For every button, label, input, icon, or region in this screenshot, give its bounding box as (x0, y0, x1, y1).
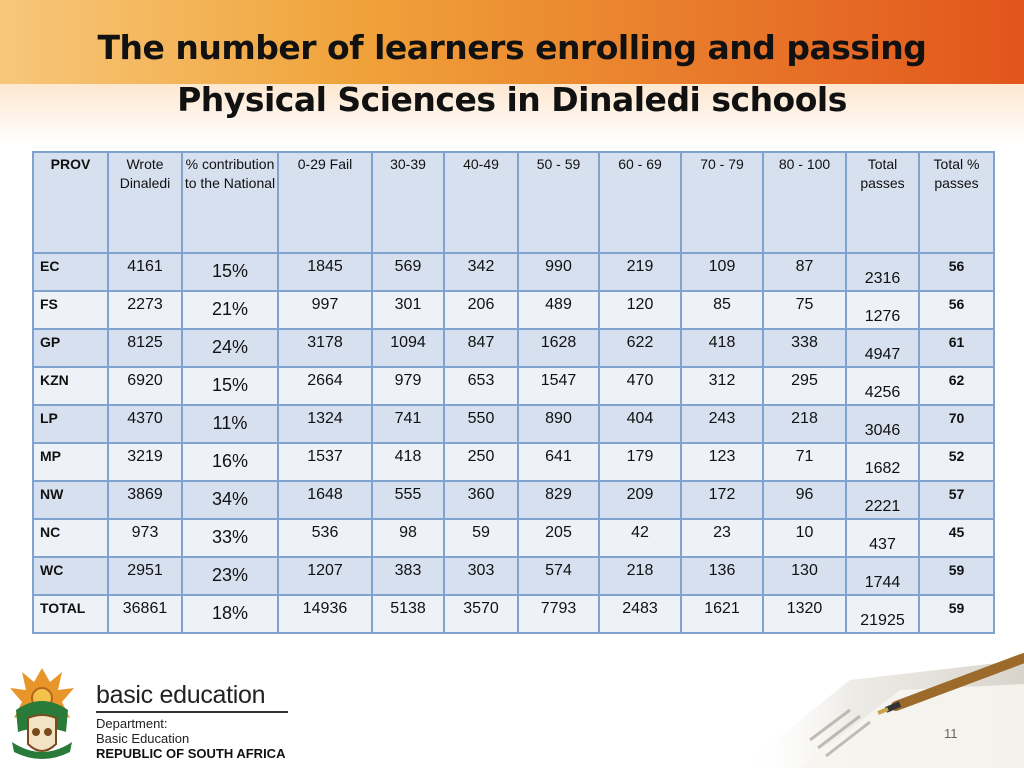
table-cell: 7793 (518, 595, 599, 633)
table-row (33, 291, 994, 329)
table-cell: 641 (518, 443, 599, 481)
table-cell: 3178 (278, 329, 372, 367)
table-cell: 209 (599, 481, 681, 519)
country-label: REPUBLIC OF SOUTH AFRICA (96, 746, 286, 761)
table-row (33, 443, 994, 481)
table-cell: 1276 (846, 291, 919, 329)
table-row (33, 253, 994, 291)
table-row (33, 481, 994, 519)
table-cell: 2221 (846, 481, 919, 519)
table-cell: 15% (182, 367, 278, 405)
table-cell: 18% (182, 595, 278, 633)
table-cell: 59 (919, 557, 994, 595)
table-cell: WC (33, 557, 108, 595)
table-cell: 96 (763, 481, 846, 519)
header-cell: % contribution to the National (182, 152, 278, 253)
table-cell: 990 (518, 253, 599, 291)
header-cell: Total passes (846, 152, 919, 253)
table-cell: 15% (182, 253, 278, 291)
table-cell: 218 (599, 557, 681, 595)
table-cell: 250 (444, 443, 518, 481)
table-cell: 21925 (846, 595, 919, 633)
table-cell: 172 (681, 481, 763, 519)
table-cell: 3219 (108, 443, 182, 481)
table-cell: 997 (278, 291, 372, 329)
title-line-1: The number of learners enrolling and passing (97, 28, 927, 67)
department-line-2: Basic Education (96, 731, 190, 746)
notebook-pen-icon (700, 640, 1024, 768)
table-cell: 295 (763, 367, 846, 405)
org-name: basic education (96, 681, 266, 709)
table-cell: 179 (599, 443, 681, 481)
table-cell: 2316 (846, 253, 919, 291)
table-cell: 342 (444, 253, 518, 291)
org-divider (96, 711, 288, 713)
table-cell: 59 (444, 519, 518, 557)
table-row (33, 557, 994, 595)
table-cell: TOTAL (33, 595, 108, 633)
table-cell: 2951 (108, 557, 182, 595)
table-cell: NC (33, 519, 108, 557)
table-cell: 61 (919, 329, 994, 367)
table-cell: 470 (599, 367, 681, 405)
table-cell: 120 (599, 291, 681, 329)
table-cell: EC (33, 253, 108, 291)
table-cell: 574 (518, 557, 599, 595)
header-cell: 60 - 69 (599, 152, 681, 253)
table-cell: 890 (518, 405, 599, 443)
table-cell: LP (33, 405, 108, 443)
table-cell: 2483 (599, 595, 681, 633)
department-line-1: Department: (96, 716, 168, 731)
table-cell: NW (33, 481, 108, 519)
table-cell: 219 (599, 253, 681, 291)
table-cell: 1621 (681, 595, 763, 633)
table-cell: 418 (681, 329, 763, 367)
table-cell: 1320 (763, 595, 846, 633)
table-cell: 56 (919, 291, 994, 329)
table-cell: 622 (599, 329, 681, 367)
table-cell: 973 (108, 519, 182, 557)
table-cell: MP (33, 443, 108, 481)
table-cell: 6920 (108, 367, 182, 405)
header-cell: 50 - 59 (518, 152, 599, 253)
table-cell: 1845 (278, 253, 372, 291)
table-cell: 4947 (846, 329, 919, 367)
table-cell: 98 (372, 519, 444, 557)
results-table (32, 151, 995, 634)
department-label (96, 716, 189, 746)
table-cell: 536 (278, 519, 372, 557)
table-cell: 979 (372, 367, 444, 405)
table-cell: 206 (444, 291, 518, 329)
table-cell: 3046 (846, 405, 919, 443)
table-cell: 10 (763, 519, 846, 557)
table-cell: 489 (518, 291, 599, 329)
table-cell: 23% (182, 557, 278, 595)
header-cell: 0-29 Fail (278, 152, 372, 253)
table-cell: 56 (919, 253, 994, 291)
table-cell: 4370 (108, 405, 182, 443)
table-cell: 1744 (846, 557, 919, 595)
table-cell: 218 (763, 405, 846, 443)
table-cell: 383 (372, 557, 444, 595)
table-row (33, 405, 994, 443)
header-row (33, 152, 994, 253)
table-cell: 75 (763, 291, 846, 329)
table-cell: 87 (763, 253, 846, 291)
table-cell: 123 (681, 443, 763, 481)
table-cell: 741 (372, 405, 444, 443)
table-cell: 243 (681, 405, 763, 443)
page-number: 11 (944, 726, 958, 741)
table-cell: 4161 (108, 253, 182, 291)
table-cell: 52 (919, 443, 994, 481)
table-cell: 57 (919, 481, 994, 519)
title-line-2: Physical Sciences in Dinaledi schools (177, 80, 847, 119)
table-cell: 24% (182, 329, 278, 367)
table-cell: 45 (919, 519, 994, 557)
table-cell: 8125 (108, 329, 182, 367)
table-cell: 71 (763, 443, 846, 481)
table-cell: 36861 (108, 595, 182, 633)
table-cell: 5138 (372, 595, 444, 633)
table-cell: 136 (681, 557, 763, 595)
table-cell: 301 (372, 291, 444, 329)
table-cell: 3869 (108, 481, 182, 519)
table-cell: 85 (681, 291, 763, 329)
table-cell: 70 (919, 405, 994, 443)
table-cell: 14936 (278, 595, 372, 633)
header-cell: 70 - 79 (681, 152, 763, 253)
table-cell: 4256 (846, 367, 919, 405)
header-cell: 40-49 (444, 152, 518, 253)
table-cell: 303 (444, 557, 518, 595)
table-cell: 1682 (846, 443, 919, 481)
table-cell: 16% (182, 443, 278, 481)
table-cell: 1324 (278, 405, 372, 443)
table-cell: 42 (599, 519, 681, 557)
table-cell: 1628 (518, 329, 599, 367)
slide-title (0, 22, 1024, 126)
table-cell: 338 (763, 329, 846, 367)
table-row (33, 519, 994, 557)
table-cell: 829 (518, 481, 599, 519)
table-cell: 11% (182, 405, 278, 443)
table-cell: 130 (763, 557, 846, 595)
table-cell: 847 (444, 329, 518, 367)
table-cell: 1547 (518, 367, 599, 405)
table-cell: 2273 (108, 291, 182, 329)
table-cell: 59 (919, 595, 994, 633)
table-cell: 33% (182, 519, 278, 557)
table-cell: KZN (33, 367, 108, 405)
table-cell: 653 (444, 367, 518, 405)
table-cell: GP (33, 329, 108, 367)
table-cell: 404 (599, 405, 681, 443)
table-cell: 23 (681, 519, 763, 557)
table-cell: 550 (444, 405, 518, 443)
table-cell: 1537 (278, 443, 372, 481)
table-cell: 205 (518, 519, 599, 557)
table-cell: 109 (681, 253, 763, 291)
table-cell: 1207 (278, 557, 372, 595)
table-cell: 555 (372, 481, 444, 519)
table-cell: 62 (919, 367, 994, 405)
table-cell: 2664 (278, 367, 372, 405)
table-row (33, 595, 994, 633)
table-cell: 21% (182, 291, 278, 329)
table-row (33, 329, 994, 367)
header-cell: 80 - 100 (763, 152, 846, 253)
table-cell: 569 (372, 253, 444, 291)
table-cell: 360 (444, 481, 518, 519)
table-cell: 1094 (372, 329, 444, 367)
table-cell: FS (33, 291, 108, 329)
table-cell: 34% (182, 481, 278, 519)
coat-of-arms-icon (4, 662, 80, 762)
table-row (33, 367, 994, 405)
table-cell: 418 (372, 443, 444, 481)
header-cell: Wrote Dinaledi (108, 152, 182, 253)
header-cell: PROV (33, 152, 108, 253)
header-cell: 30-39 (372, 152, 444, 253)
header-cell: Total % passes (919, 152, 994, 253)
table-cell: 3570 (444, 595, 518, 633)
table-cell: 312 (681, 367, 763, 405)
table-cell: 437 (846, 519, 919, 557)
table-cell: 1648 (278, 481, 372, 519)
